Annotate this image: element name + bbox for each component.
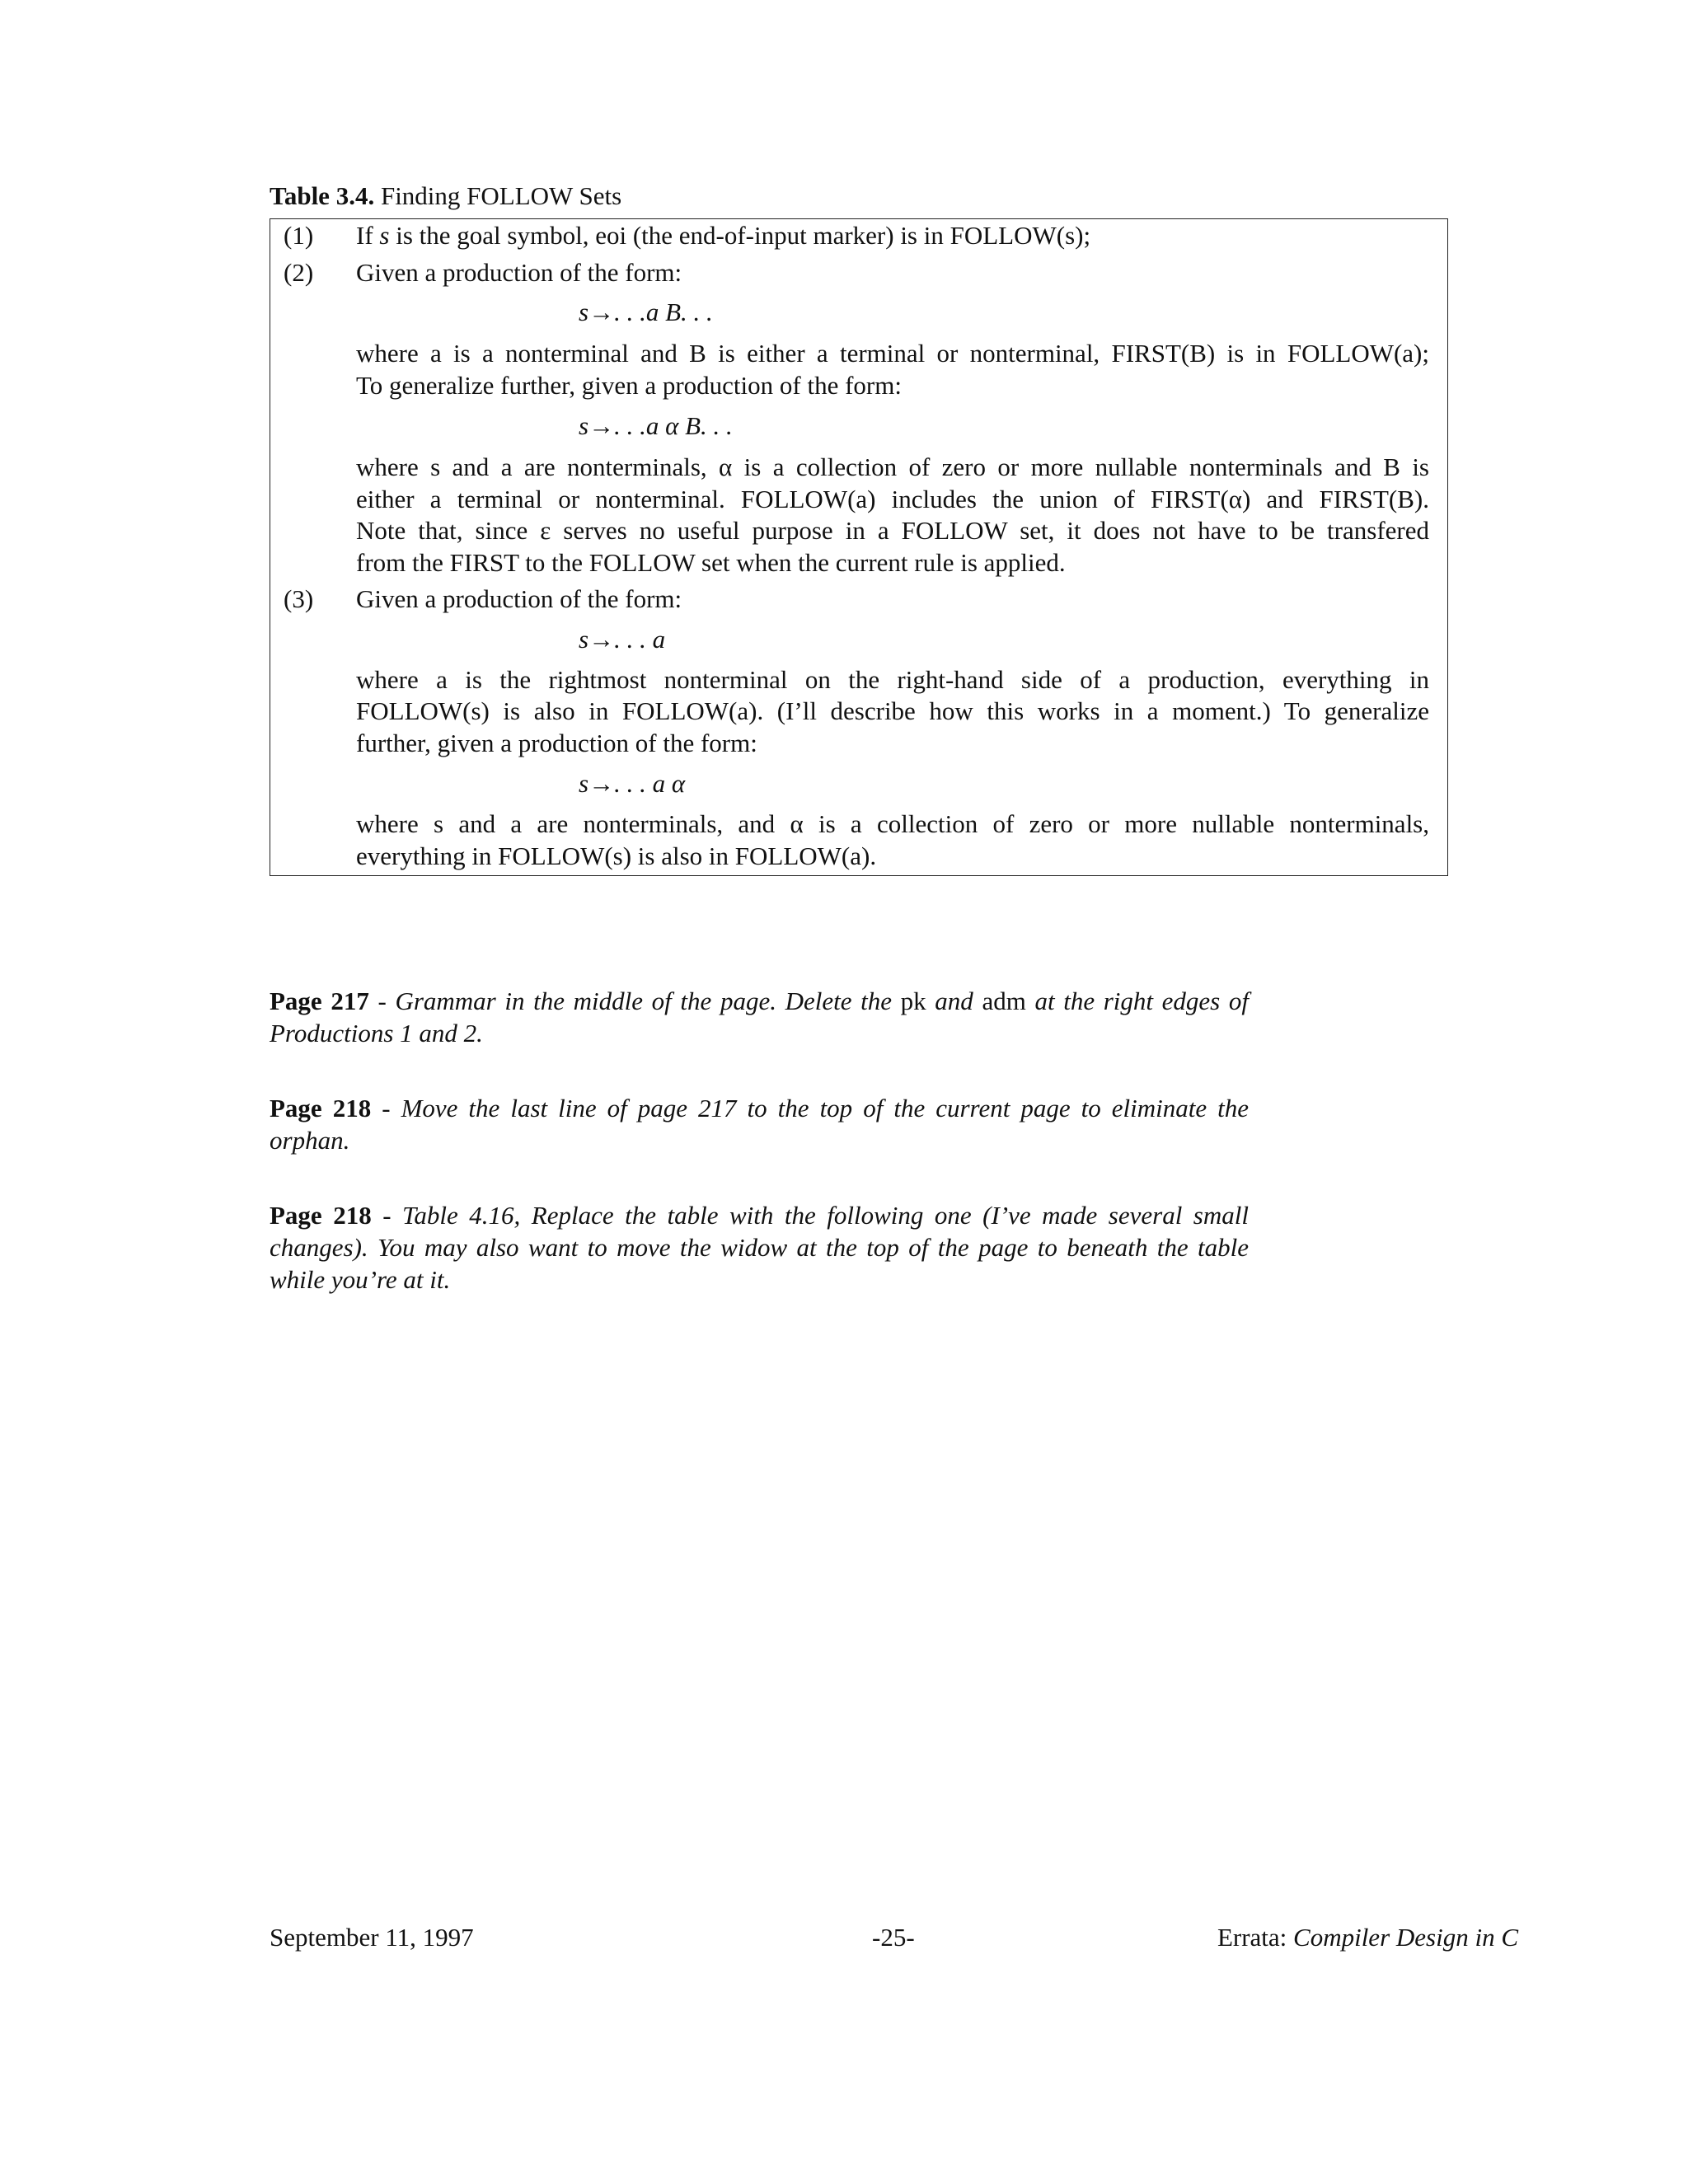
rule-2-intro: Given a production of the form: bbox=[356, 258, 682, 287]
rule-2-para-1-line-1: where a is a nonterminal and B is either a terminal or nonterminal, FIRST(B) is in FOLLOW(a); bbox=[356, 339, 1429, 368]
note-3-page: Page 218 bbox=[270, 1201, 372, 1230]
footer-date: September 11, 1997 bbox=[270, 1923, 474, 1952]
rule-1-number: (1) bbox=[284, 221, 314, 250]
footer-page-number: -25- bbox=[872, 1923, 915, 1952]
note-2-page: Page 218 bbox=[270, 1094, 372, 1122]
rule-2-para-2-line-2: either a terminal or nonterminal. FOLLOW(a) includes the union of FIRST(α) and FIRST(B). bbox=[356, 485, 1429, 513]
note-1-code-pk: pk bbox=[900, 987, 926, 1015]
rule-2-para-2-line-1: where s and a are nonterminals, α is a collection of zero or more nullable nonterminals and B is bbox=[356, 452, 1429, 481]
note-1-code-adm: adm bbox=[982, 987, 1026, 1015]
errata-note-1: Page 217 - Grammar in the middle of the page. Delete the pk and adm at the right edges of Productions 1 and 2. bbox=[270, 987, 1249, 1047]
rule-1-text: If s is the goal symbol, eoi (the end-of-input marker) is in FOLLOW(s); bbox=[356, 221, 1091, 250]
note-2-text: Move the last line of page 217 to the top of the current page to eliminate the orphan. bbox=[270, 1094, 1249, 1155]
rule-2-para-2-line-3: Note that, since ε serves no useful purpose in a FOLLOW set, it does not have to be transfered bbox=[356, 516, 1429, 545]
table-caption-title: Finding FOLLOW Sets bbox=[380, 181, 622, 210]
table-caption bbox=[270, 180, 1448, 212]
follow-sets-table: (1) If s is the goal symbol, eoi (the end-of-input marker) is in FOLLOW(s); (2) Given a production of the form: s→. . .a B. . . where a is a nonterminal and B is either a terminal or nonterminal, FIRST(B) is in FOLLOW(a); To generalize further, given a production of the form: s→. . .a α B. . . where s and a are nonterminals, α is a collection of zero or more nullable nonterminals and B is either a terminal or nonterminal. FOLLOW(a) includes the union of FIRST(α) and FIRST(B). Note that, since ε serves no useful purpose in a FOLLOW set, it does not have to be transfered from the FIRST to the FOLLOW set when the current rule is applied. (3) Given a production of the form: s→. . . a where a is the rightmost nonterminal on the right-hand side of a production, everything in FOLLOW(s) is also in FOLLOW(a). (I’ll describe how this works in a moment.) To generalize further, given a production of the form: s→. . . a α where s and a are nonterminals, and α is a collection of zero or more nullable nonterminals, everything in FOLLOW(s) is also in FOLLOW(a). bbox=[270, 218, 1448, 876]
rule-3-para-1-line-1: where a is the rightmost nonterminal on the right-hand side of a production, everything in bbox=[356, 665, 1429, 694]
note-3-text: Table 4.16, Replace the table with the following one (I’ve made several small changes). You may also want to move the widow at the top of the page to beneath the table while you’re at it. bbox=[270, 1201, 1249, 1294]
rule-2-para-1-line-2: To generalize further, given a production of the form: bbox=[356, 371, 902, 400]
rule-3-number: (3) bbox=[284, 584, 314, 613]
errata-note-3: Page 218 - Table 4.16, Replace the table with the following one (I’ve made several small changes). You may also want to move the widow at the top of the page to beneath the table while you’re at it. bbox=[270, 1201, 1249, 1294]
rule-3-para-1-line-2: FOLLOW(s) is also in FOLLOW(a). (I’ll describe how this works in a moment.) To generalize bbox=[356, 696, 1429, 725]
rule-2-para-2-line-4: from the FIRST to the FOLLOW set when the current rule is applied. bbox=[356, 548, 1066, 577]
errata-note-2: Page 218 - Move the last line of page 217 to the top of the current page to eliminate the orphan. bbox=[270, 1094, 1249, 1155]
rule-3-intro: Given a production of the form: bbox=[356, 584, 682, 613]
rule-2-number: (2) bbox=[284, 258, 314, 287]
rule-3-para-1-line-3: further, given a production of the form: bbox=[356, 729, 757, 757]
footer-title: Errata: Compiler Design in C bbox=[1217, 1923, 1518, 1952]
table-caption-label: Table 3.4. bbox=[270, 181, 375, 210]
rule-3-para-2-line-2: everything in FOLLOW(s) is also in FOLLOW(a). bbox=[356, 841, 877, 870]
rule-3-para-2-line-1: where s and a are nonterminals, and α is a collection of zero or more nullable nonterminals, bbox=[356, 809, 1429, 838]
note-1-page: Page 217 bbox=[270, 987, 369, 1015]
